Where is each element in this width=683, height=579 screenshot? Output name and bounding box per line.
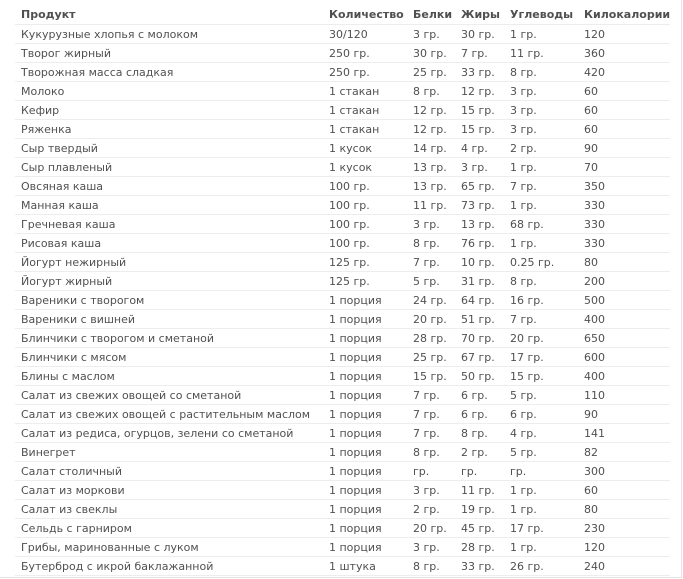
cell-carbs: 3 гр. <box>504 101 578 120</box>
cell-quantity: 100 гр. <box>323 234 407 253</box>
cell-carbs: 3 гр. <box>504 82 578 101</box>
cell-fat: 19 гр. <box>455 500 504 519</box>
cell-kcal: 650 <box>578 329 670 348</box>
cell-quantity: 100 гр. <box>323 215 407 234</box>
header-carbs: Углеводы <box>510 7 574 21</box>
header-row <box>15 4 670 25</box>
cell-fat: 6 гр. <box>455 386 504 405</box>
cell-product: Йогурт жирный <box>15 272 323 291</box>
header-fat: Жиры <box>461 7 500 21</box>
cell-carbs: 1 гр. <box>504 500 578 519</box>
cell-quantity: 1 порция <box>323 405 407 424</box>
cell-carbs: 68 гр. <box>504 215 578 234</box>
table-row <box>15 82 670 101</box>
cell-quantity: 30/120 <box>323 25 407 44</box>
cell-kcal: 60 <box>578 82 670 101</box>
cell-protein: 8 гр. <box>407 82 455 101</box>
cell-kcal: 120 <box>578 538 670 557</box>
table-row <box>15 158 670 177</box>
table-row <box>15 443 670 462</box>
cell-protein: 11 гр. <box>407 196 455 215</box>
header-product: Продукт <box>21 7 76 21</box>
cell-carbs: 4 гр. <box>504 424 578 443</box>
cell-carbs: 7 гр. <box>504 310 578 329</box>
table-row <box>15 500 670 519</box>
cell-quantity: 1 кусок <box>323 158 407 177</box>
cell-product: Салат столичный <box>15 462 323 481</box>
cell-product: Грибы, маринованные с луком <box>15 538 323 557</box>
cell-carbs: 1 гр. <box>504 158 578 177</box>
cell-carbs: 0.25 гр. <box>504 253 578 272</box>
cell-carbs: 16 гр. <box>504 291 578 310</box>
cell-protein: 8 гр. <box>407 557 455 576</box>
cell-fat: 15 гр. <box>455 120 504 139</box>
cell-quantity: 1 стакан <box>323 82 407 101</box>
cell-product: Творог жирный <box>15 44 323 63</box>
nutrition-table <box>15 4 670 576</box>
cell-quantity: 1 порция <box>323 329 407 348</box>
cell-product: Салат из свежих овощей с растительным маслом <box>15 405 323 424</box>
table-row <box>15 481 670 500</box>
cell-kcal: 500 <box>578 291 670 310</box>
table-row <box>15 310 670 329</box>
cell-fat: 11 гр. <box>455 481 504 500</box>
cell-protein: 12 гр. <box>407 120 455 139</box>
table-row <box>15 196 670 215</box>
cell-protein: 5 гр. <box>407 272 455 291</box>
table-row <box>15 101 670 120</box>
cell-quantity: 1 порция <box>323 443 407 462</box>
table-row <box>15 386 670 405</box>
cell-product: Ряженка <box>15 120 323 139</box>
table-row <box>15 462 670 481</box>
cell-protein: 8 гр. <box>407 443 455 462</box>
cell-kcal: 80 <box>578 253 670 272</box>
cell-fat: 76 гр. <box>455 234 504 253</box>
cell-carbs: гр. <box>504 462 578 481</box>
cell-fat: 7 гр. <box>455 44 504 63</box>
cell-kcal: 400 <box>578 367 670 386</box>
cell-kcal: 420 <box>578 63 670 82</box>
table-row <box>15 424 670 443</box>
cell-fat: 64 гр. <box>455 291 504 310</box>
cell-carbs: 7 гр. <box>504 177 578 196</box>
cell-product: Сельдь с гарниром <box>15 519 323 538</box>
cell-kcal: 330 <box>578 234 670 253</box>
cell-fat: 15 гр. <box>455 101 504 120</box>
cell-kcal: 600 <box>578 348 670 367</box>
cell-protein: 15 гр. <box>407 367 455 386</box>
cell-kcal: 82 <box>578 443 670 462</box>
cell-protein: 24 гр. <box>407 291 455 310</box>
cell-protein: 20 гр. <box>407 519 455 538</box>
cell-fat: 8 гр. <box>455 424 504 443</box>
cell-kcal: 141 <box>578 424 670 443</box>
table-row <box>15 519 670 538</box>
table-row <box>15 120 670 139</box>
table-row <box>15 44 670 63</box>
cell-quantity: 1 порция <box>323 519 407 538</box>
table-row <box>15 63 670 82</box>
cell-product: Бутерброд с икрой баклажанной <box>15 557 323 576</box>
table-body <box>15 25 670 576</box>
cell-quantity: 1 штука <box>323 557 407 576</box>
cell-product: Йогурт нежирный <box>15 253 323 272</box>
cell-product: Сыр твердый <box>15 139 323 158</box>
cell-protein: 30 гр. <box>407 44 455 63</box>
cell-product: Кукурузные хлопья с молоком <box>15 25 323 44</box>
cell-product: Салат из свеклы <box>15 500 323 519</box>
cell-protein: 28 гр. <box>407 329 455 348</box>
cell-fat: 31 гр. <box>455 272 504 291</box>
cell-product: Кефир <box>15 101 323 120</box>
cell-carbs: 1 гр. <box>504 196 578 215</box>
table-row <box>15 139 670 158</box>
table-row <box>15 215 670 234</box>
cell-product: Гречневая каша <box>15 215 323 234</box>
cell-protein: 3 гр. <box>407 481 455 500</box>
cell-product: Блинчики с мясом <box>15 348 323 367</box>
cell-kcal: 300 <box>578 462 670 481</box>
cell-carbs: 1 гр. <box>504 481 578 500</box>
cell-kcal: 350 <box>578 177 670 196</box>
table-row <box>15 291 670 310</box>
cell-protein: гр. <box>407 462 455 481</box>
cell-protein: 7 гр. <box>407 405 455 424</box>
table-row <box>15 25 670 44</box>
cell-protein: 14 гр. <box>407 139 455 158</box>
cell-fat: гр. <box>455 462 504 481</box>
cell-kcal: 70 <box>578 158 670 177</box>
cell-quantity: 1 стакан <box>323 120 407 139</box>
cell-kcal: 60 <box>578 481 670 500</box>
cell-quantity: 100 гр. <box>323 196 407 215</box>
cell-kcal: 230 <box>578 519 670 538</box>
header-kcal: Килокалории <box>584 7 671 21</box>
cell-kcal: 360 <box>578 44 670 63</box>
cell-quantity: 1 порция <box>323 538 407 557</box>
cell-carbs: 17 гр. <box>504 348 578 367</box>
cell-carbs: 11 гр. <box>504 44 578 63</box>
cell-fat: 6 гр. <box>455 405 504 424</box>
cell-fat: 4 гр. <box>455 139 504 158</box>
cell-quantity: 1 порция <box>323 424 407 443</box>
cell-carbs: 6 гр. <box>504 405 578 424</box>
cell-product: Творожная масса сладкая <box>15 63 323 82</box>
cell-product: Салат из редиса, огурцов, зелени со сметаной <box>15 424 323 443</box>
table-row <box>15 253 670 272</box>
cell-product: Блинчики с творогом и сметаной <box>15 329 323 348</box>
cell-product: Винегрет <box>15 443 323 462</box>
cell-kcal: 120 <box>578 25 670 44</box>
cell-quantity: 125 гр. <box>323 272 407 291</box>
cell-carbs: 5 гр. <box>504 386 578 405</box>
cell-fat: 30 гр. <box>455 25 504 44</box>
cell-protein: 7 гр. <box>407 253 455 272</box>
cell-product: Манная каша <box>15 196 323 215</box>
cell-fat: 33 гр. <box>455 63 504 82</box>
cell-protein: 25 гр. <box>407 63 455 82</box>
cell-product: Вареники с творогом <box>15 291 323 310</box>
cell-product: Салат из моркови <box>15 481 323 500</box>
cell-fat: 50 гр. <box>455 367 504 386</box>
cell-fat: 67 гр. <box>455 348 504 367</box>
cell-product: Салат из свежих овощей со сметаной <box>15 386 323 405</box>
cell-carbs: 5 гр. <box>504 443 578 462</box>
table-row <box>15 405 670 424</box>
cell-quantity: 125 гр. <box>323 253 407 272</box>
cell-protein: 20 гр. <box>407 310 455 329</box>
cell-quantity: 1 порция <box>323 348 407 367</box>
cell-fat: 13 гр. <box>455 215 504 234</box>
cell-quantity: 1 порция <box>323 386 407 405</box>
cell-protein: 7 гр. <box>407 424 455 443</box>
cell-carbs: 8 гр. <box>504 272 578 291</box>
table-row <box>15 538 670 557</box>
header-quantity: Количество <box>329 7 404 21</box>
cell-protein: 12 гр. <box>407 101 455 120</box>
cell-carbs: 1 гр. <box>504 538 578 557</box>
cell-protein: 13 гр. <box>407 177 455 196</box>
header-protein: Белки <box>413 7 453 21</box>
cell-fat: 65 гр. <box>455 177 504 196</box>
cell-protein: 25 гр. <box>407 348 455 367</box>
cell-protein: 2 гр. <box>407 500 455 519</box>
cell-fat: 28 гр. <box>455 538 504 557</box>
cell-protein: 8 гр. <box>407 234 455 253</box>
cell-quantity: 100 гр. <box>323 177 407 196</box>
cell-kcal: 110 <box>578 386 670 405</box>
cell-carbs: 3 гр. <box>504 120 578 139</box>
cell-kcal: 60 <box>578 101 670 120</box>
cell-quantity: 1 стакан <box>323 101 407 120</box>
table-row <box>15 557 670 576</box>
cell-product: Овсяная каша <box>15 177 323 196</box>
table-row <box>15 348 670 367</box>
cell-product: Рисовая каша <box>15 234 323 253</box>
cell-kcal: 60 <box>578 120 670 139</box>
cell-product: Молоко <box>15 82 323 101</box>
cell-carbs: 20 гр. <box>504 329 578 348</box>
cell-fat: 70 гр. <box>455 329 504 348</box>
cell-carbs: 1 гр. <box>504 234 578 253</box>
cell-fat: 73 гр. <box>455 196 504 215</box>
cell-quantity: 1 порция <box>323 481 407 500</box>
cell-quantity: 1 порция <box>323 367 407 386</box>
cell-fat: 2 гр. <box>455 443 504 462</box>
cell-fat: 12 гр. <box>455 82 504 101</box>
cell-carbs: 8 гр. <box>504 63 578 82</box>
cell-carbs: 15 гр. <box>504 367 578 386</box>
cell-kcal: 200 <box>578 272 670 291</box>
cell-kcal: 330 <box>578 215 670 234</box>
cell-product: Вареники с вишней <box>15 310 323 329</box>
cell-carbs: 2 гр. <box>504 139 578 158</box>
cell-product: Сыр плавленый <box>15 158 323 177</box>
cell-fat: 10 гр. <box>455 253 504 272</box>
cell-quantity: 1 порция <box>323 462 407 481</box>
cell-quantity: 250 гр. <box>323 44 407 63</box>
cell-kcal: 400 <box>578 310 670 329</box>
table-row <box>15 234 670 253</box>
cell-protein: 3 гр. <box>407 25 455 44</box>
cell-quantity: 1 порция <box>323 500 407 519</box>
table-row <box>15 367 670 386</box>
cell-kcal: 90 <box>578 405 670 424</box>
cell-kcal: 80 <box>578 500 670 519</box>
cell-quantity: 1 кусок <box>323 139 407 158</box>
cell-protein: 7 гр. <box>407 386 455 405</box>
cell-kcal: 330 <box>578 196 670 215</box>
cell-fat: 33 гр. <box>455 557 504 576</box>
table-row <box>15 329 670 348</box>
cell-kcal: 240 <box>578 557 670 576</box>
cell-carbs: 1 гр. <box>504 25 578 44</box>
cell-fat: 51 гр. <box>455 310 504 329</box>
cell-protein: 13 гр. <box>407 158 455 177</box>
cell-carbs: 26 гр. <box>504 557 578 576</box>
table-row <box>15 177 670 196</box>
cell-carbs: 17 гр. <box>504 519 578 538</box>
cell-kcal: 90 <box>578 139 670 158</box>
cell-fat: 3 гр. <box>455 158 504 177</box>
cell-protein: 3 гр. <box>407 215 455 234</box>
cell-fat: 45 гр. <box>455 519 504 538</box>
cell-quantity: 1 порция <box>323 291 407 310</box>
cell-product: Блины с маслом <box>15 367 323 386</box>
cell-protein: 3 гр. <box>407 538 455 557</box>
cell-quantity: 1 порция <box>323 310 407 329</box>
table-row <box>15 272 670 291</box>
cell-quantity: 250 гр. <box>323 63 407 82</box>
